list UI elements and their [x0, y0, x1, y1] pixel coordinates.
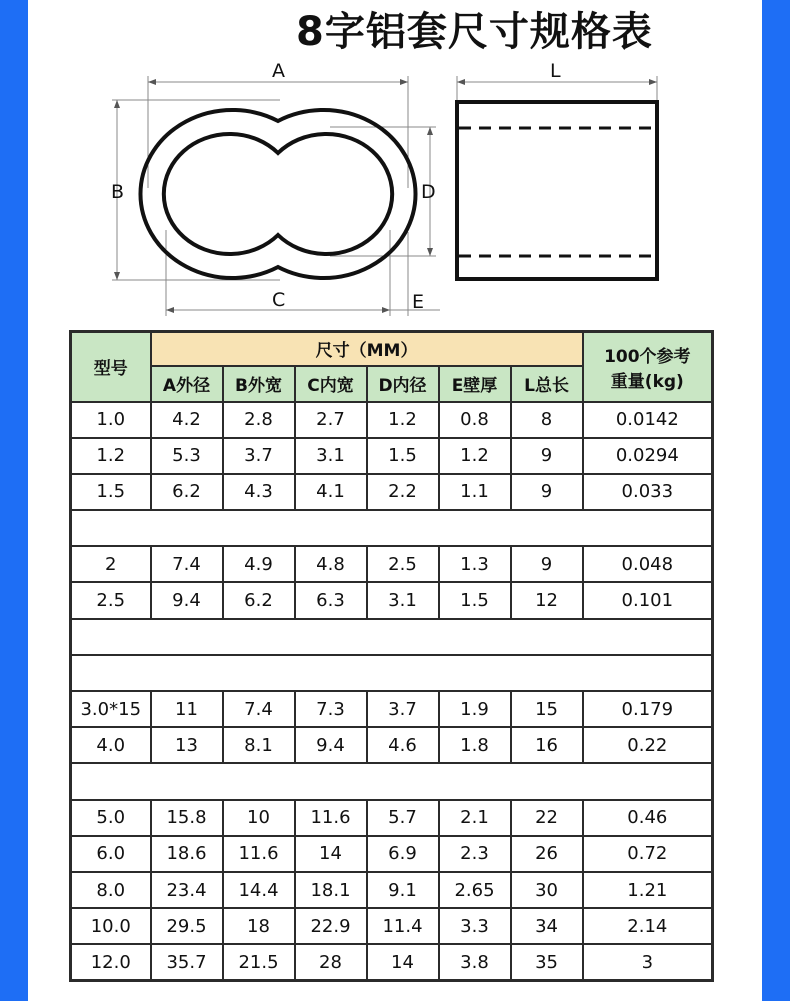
header-model: 型号 — [71, 332, 151, 402]
cell-c: 18.1 — [295, 872, 367, 908]
cell-model: 6.0 — [71, 836, 151, 872]
cell-e: 1.3 — [439, 546, 511, 582]
cell-d: 9.1 — [367, 872, 439, 908]
cell-w: 0.033 — [583, 474, 713, 510]
cell-a: 15.8 — [151, 800, 223, 836]
cell-l: 9 — [511, 438, 583, 474]
cell-e: 3.3 — [439, 908, 511, 944]
cell-c: 28 — [295, 944, 367, 980]
cell-d: 11.4 — [367, 908, 439, 944]
header-weight-line1: 100个参考 — [604, 346, 691, 367]
cell-w: 0.46 — [583, 800, 713, 836]
table-row — [71, 908, 713, 944]
dim-label-b: B — [111, 181, 125, 203]
cell-w: 0.179 — [583, 691, 713, 727]
table-row — [71, 438, 713, 474]
cell-d: 3.1 — [367, 582, 439, 618]
table-row — [71, 872, 713, 908]
cell-b: 10 — [223, 800, 295, 836]
cell-b: 18 — [223, 908, 295, 944]
cell-b: 21.5 — [223, 944, 295, 980]
cell-d: 1.2 — [367, 402, 439, 438]
cell-a: 6.2 — [151, 474, 223, 510]
cell-l: 12 — [511, 582, 583, 618]
table-row-blank — [71, 510, 713, 546]
cell-b: 6.2 — [223, 582, 295, 618]
cell-model: 1.0 — [71, 402, 151, 438]
header-a: A外径 — [151, 366, 223, 402]
figure8-outer-outline — [140, 110, 415, 278]
blank-cell — [71, 655, 713, 691]
cell-model: 10.0 — [71, 908, 151, 944]
table-row — [71, 800, 713, 836]
cell-c: 2.7 — [295, 402, 367, 438]
cell-a: 29.5 — [151, 908, 223, 944]
cell-w: 1.21 — [583, 872, 713, 908]
cell-a: 23.4 — [151, 872, 223, 908]
cell-l: 34 — [511, 908, 583, 944]
cell-l: 15 — [511, 691, 583, 727]
table-row — [71, 727, 713, 763]
cell-d: 6.9 — [367, 836, 439, 872]
cell-e: 3.8 — [439, 944, 511, 980]
cell-d: 14 — [367, 944, 439, 980]
table-row — [71, 546, 713, 582]
cell-l: 22 — [511, 800, 583, 836]
cell-d: 1.5 — [367, 438, 439, 474]
cell-model: 2 — [71, 546, 151, 582]
cell-w: 0.101 — [583, 582, 713, 618]
dim-label-d: D — [421, 181, 436, 203]
blank-cell — [71, 763, 713, 799]
cell-a: 11 — [151, 691, 223, 727]
cell-model: 2.5 — [71, 582, 151, 618]
cell-l: 26 — [511, 836, 583, 872]
cell-b: 4.9 — [223, 546, 295, 582]
figure8-inner-outline — [164, 134, 392, 254]
cell-e: 2.65 — [439, 872, 511, 908]
cell-d: 3.7 — [367, 691, 439, 727]
cell-b: 8.1 — [223, 727, 295, 763]
blank-cell — [71, 619, 713, 655]
cell-model: 8.0 — [71, 872, 151, 908]
cell-b: 7.4 — [223, 691, 295, 727]
cell-model: 1.5 — [71, 474, 151, 510]
dim-label-c: C — [272, 289, 286, 311]
cell-a: 18.6 — [151, 836, 223, 872]
dim-label-a: A — [272, 60, 285, 82]
cell-a: 13 — [151, 727, 223, 763]
header-weight-line2: 重量(kg) — [610, 371, 684, 392]
table-row — [71, 836, 713, 872]
cell-c: 3.1 — [295, 438, 367, 474]
cell-w: 3 — [583, 944, 713, 980]
cell-l: 16 — [511, 727, 583, 763]
cell-w: 2.14 — [583, 908, 713, 944]
cell-d: 5.7 — [367, 800, 439, 836]
dim-label-l: L — [550, 60, 561, 82]
cell-c: 11.6 — [295, 800, 367, 836]
spec-table — [69, 330, 714, 982]
header-c: C内宽 — [295, 366, 367, 402]
cell-e: 1.8 — [439, 727, 511, 763]
cell-b: 11.6 — [223, 836, 295, 872]
cell-model: 3.0*15 — [71, 691, 151, 727]
cell-e: 1.2 — [439, 438, 511, 474]
cell-model: 4.0 — [71, 727, 151, 763]
cell-l: 9 — [511, 546, 583, 582]
cell-e: 0.8 — [439, 402, 511, 438]
cell-w: 0.72 — [583, 836, 713, 872]
cell-l: 9 — [511, 474, 583, 510]
cell-b: 14.4 — [223, 872, 295, 908]
header-size-group: 尺寸（MM） — [151, 332, 583, 366]
cell-d: 4.6 — [367, 727, 439, 763]
dim-label-e: E — [412, 291, 425, 313]
cell-c: 4.1 — [295, 474, 367, 510]
cell-l: 30 — [511, 872, 583, 908]
table-row — [71, 402, 713, 438]
cell-c: 9.4 — [295, 727, 367, 763]
cell-a: 4.2 — [151, 402, 223, 438]
cell-a: 9.4 — [151, 582, 223, 618]
cell-a: 5.3 — [151, 438, 223, 474]
table-row-blank — [71, 655, 713, 691]
cell-model: 12.0 — [71, 944, 151, 980]
cell-a: 7.4 — [151, 546, 223, 582]
page-title: 8字铝套尺寸规格表 — [296, 9, 653, 55]
cell-c: 6.3 — [295, 582, 367, 618]
cell-model: 1.2 — [71, 438, 151, 474]
cell-b: 4.3 — [223, 474, 295, 510]
dimension-drawing — [0, 0, 790, 330]
cell-l: 35 — [511, 944, 583, 980]
cell-l: 8 — [511, 402, 583, 438]
cell-c: 7.3 — [295, 691, 367, 727]
cell-model: 5.0 — [71, 800, 151, 836]
cell-e: 2.3 — [439, 836, 511, 872]
blank-cell — [71, 510, 713, 546]
cell-w: 0.22 — [583, 727, 713, 763]
header-weight — [583, 332, 713, 402]
header-e: E壁厚 — [439, 366, 511, 402]
table-row-blank — [71, 763, 713, 799]
cell-d: 2.5 — [367, 546, 439, 582]
cell-e: 1.9 — [439, 691, 511, 727]
table-row — [71, 582, 713, 618]
header-l: L总长 — [511, 366, 583, 402]
cell-w: 0.048 — [583, 546, 713, 582]
cell-w: 0.0294 — [583, 438, 713, 474]
cell-c: 4.8 — [295, 546, 367, 582]
cell-b: 2.8 — [223, 402, 295, 438]
cell-c: 14 — [295, 836, 367, 872]
table-row — [71, 474, 713, 510]
cell-a: 35.7 — [151, 944, 223, 980]
spec-table-body — [71, 402, 713, 981]
cell-w: 0.0142 — [583, 402, 713, 438]
table-row — [71, 944, 713, 980]
table-row — [71, 691, 713, 727]
header-d: D内径 — [367, 366, 439, 402]
cell-e: 1.1 — [439, 474, 511, 510]
cell-e: 1.5 — [439, 582, 511, 618]
table-row-blank — [71, 619, 713, 655]
cell-e: 2.1 — [439, 800, 511, 836]
cell-c: 22.9 — [295, 908, 367, 944]
cell-d: 2.2 — [367, 474, 439, 510]
header-b: B外宽 — [223, 366, 295, 402]
cell-b: 3.7 — [223, 438, 295, 474]
